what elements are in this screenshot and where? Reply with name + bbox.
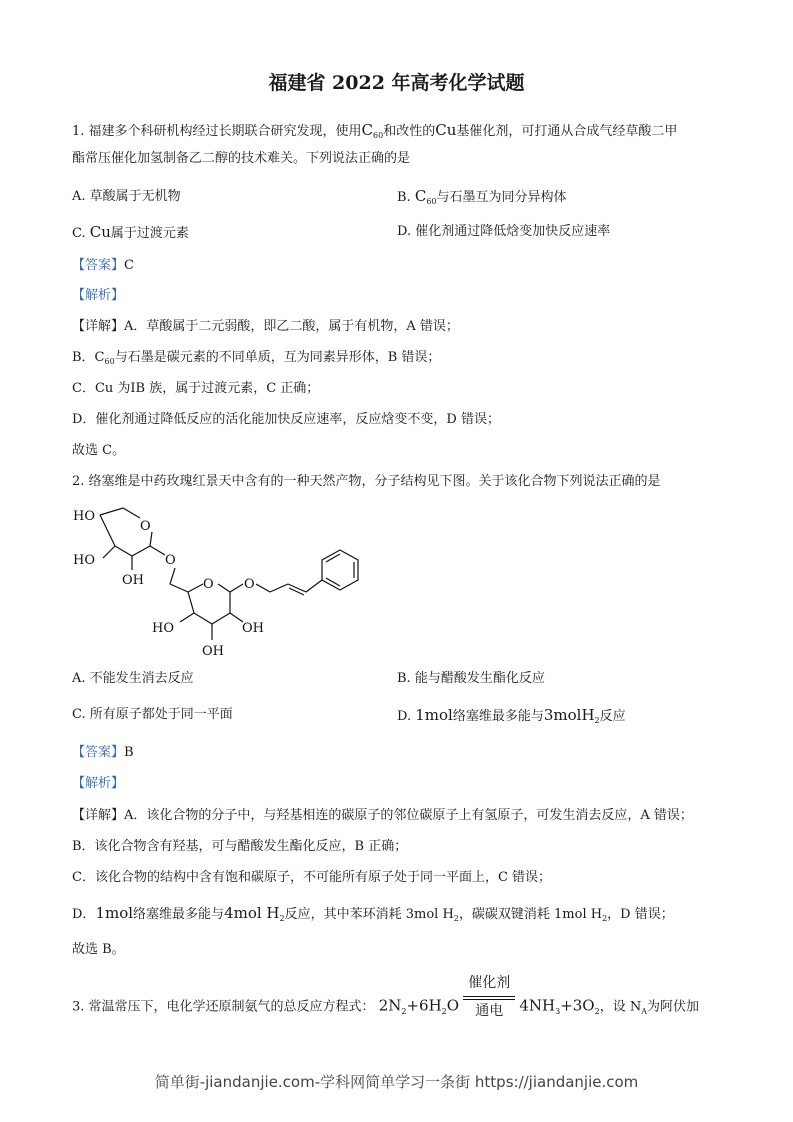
- q1-stem-text-b: 和改性的: [383, 124, 436, 139]
- h2-subscript: 2: [594, 716, 600, 725]
- equation-term: +6H: [406, 996, 442, 1015]
- q2-conclusion: 故选 B。: [72, 942, 125, 957]
- cu-symbol: Cu: [89, 223, 111, 241]
- q1-option-d: D. 催化剂通过降低焓变加快反应速率: [397, 224, 611, 239]
- oh-label: OH: [242, 621, 264, 636]
- ho-label: HO: [73, 553, 95, 568]
- equation-subscript: 2: [594, 1006, 600, 1016]
- ring-oxygen-label: O: [203, 577, 214, 592]
- q1-option-c: [72, 224, 189, 242]
- equation-subscript: 2: [441, 1006, 447, 1016]
- q2-option-d: [397, 707, 626, 726]
- q1-detail-line3: C．Cu 为IB 族，属于过渡元素，C 正确；: [72, 381, 320, 396]
- c60-symbol: C: [361, 121, 374, 139]
- cu-symbol: Cu: [435, 121, 457, 139]
- page-footer: 简单街-jiandanjie.com-学科网简单学习一条街 https://jiandanjie.com: [154, 1073, 639, 1091]
- oxygen-label: O: [244, 577, 255, 592]
- detail-text: 反应，其中苯环消耗 3mol H: [284, 907, 454, 922]
- detail-text: 络塞维最多能与: [133, 907, 225, 922]
- electrolysis-label: 通电: [475, 1003, 504, 1019]
- q1-detail-line4: D．催化剂通过降低反应的活化能加快反应速率，反应焓变不变，D 错误；: [72, 412, 500, 427]
- q1-option-b: [397, 188, 567, 207]
- q2-option-d-text: 反应: [599, 709, 626, 724]
- q1-detail-line2: [72, 350, 440, 367]
- detail-text: 与石墨是碳元素的不同单质，互为同素异形体，B 错误；: [114, 350, 441, 365]
- q1-conclusion: 故选 C。: [72, 443, 126, 458]
- quantity-text: 1mol: [95, 904, 134, 922]
- c60-symbol: C: [414, 187, 427, 205]
- q1-stem-text-c: 基催化剂，可打通从合成气经草酸二甲: [456, 124, 678, 139]
- q2-option-b: B. 能与醋酸发生酯化反应: [397, 671, 545, 686]
- c60-subscript: 60: [426, 197, 437, 206]
- oh-label: OH: [202, 644, 224, 659]
- q2-detail-line1: [72, 808, 693, 824]
- page-title: 福建省 2022 年高考化学试题: [268, 72, 525, 94]
- quantity-text: 3molH: [543, 706, 595, 724]
- q1-analysis-label: 【解析】: [72, 288, 125, 303]
- detail-text: A．该化合物的分子中，与羟基相连的碳原子的邻位碳原子上有氢原子，可发生消去反应，A 错误；: [124, 808, 693, 823]
- avogadro-subscript: A: [641, 1006, 647, 1016]
- equation-term: +3O: [560, 996, 595, 1015]
- equation-term: 2N: [378, 996, 402, 1015]
- q1-option-a: A. 草酸属于无机物: [72, 189, 181, 204]
- detail-text: B．C: [72, 350, 105, 365]
- q2-detail-line4: [72, 905, 674, 924]
- detail-label: 【详解】: [72, 319, 125, 334]
- q1-option-b-letter: B.: [397, 190, 411, 205]
- q1-stem-text: 1. 福建多个科研机构经过长期联合研究发现，使用: [72, 124, 362, 139]
- q1-option-c-text: 属于过渡元素: [110, 226, 189, 241]
- oh-label: OH: [122, 573, 144, 588]
- q3-stem-text: ，设 N: [599, 999, 642, 1015]
- q2-detail-line2: B．该化合物含有羟基，可与醋酸发生酯化反应，B 正确；: [72, 839, 408, 854]
- q3-stem: [72, 975, 700, 1025]
- equation-term: 4NH: [519, 996, 556, 1015]
- h2-subscript: 2: [279, 914, 285, 923]
- detail-label: 【详解】: [72, 808, 125, 823]
- ho-label: HO: [73, 509, 95, 524]
- q1-detail-line1: [72, 319, 459, 335]
- h2-subscript: 2: [453, 914, 459, 923]
- q2-detail-line3: C．该化合物的结构中含有饱和碳原子，不可能所有原子处于同一平面上，C 错误；: [72, 870, 552, 885]
- detail-text: ，D 错误；: [607, 907, 674, 922]
- q1-option-b-text: 与石墨互为同分异构体: [436, 190, 567, 205]
- q3-stem-text: 3. 常温常压下，电化学还原制氨气的总反应方程式：: [72, 999, 375, 1015]
- answer-value: B: [124, 745, 134, 760]
- c60-subscript: 60: [373, 131, 384, 140]
- h2-subscript: 2: [602, 914, 608, 923]
- q1-option-c-letter: C.: [72, 226, 86, 241]
- q1-stem-line2: 酯常压催化加氢制备乙二醇的技术难关。下列说法正确的是: [72, 151, 411, 166]
- answer-label: 【答案】: [72, 258, 125, 273]
- q2-option-d-letter: D.: [397, 709, 412, 724]
- q2-option-d-text: 络塞维最多能与: [452, 709, 544, 724]
- detail-text: ，碳碳双键消耗 1mol H: [458, 907, 603, 922]
- c60-subscript: 60: [104, 357, 115, 366]
- answer-value: C: [124, 258, 134, 273]
- q1-stem-line1: [72, 122, 677, 141]
- q2-stem: 2. 络塞维是中药玫瑰红景天中含有的一种天然产物，分子结构见下图。关于该化合物下列说法正确的是: [72, 474, 661, 489]
- molecule-structure: [70, 500, 380, 664]
- q3-stem-text: 为阿伏加: [647, 999, 700, 1015]
- ho-label: HO: [152, 621, 174, 636]
- detail-text: D．: [72, 907, 96, 922]
- ring-oxygen-label: O: [140, 519, 151, 534]
- equals-line: [463, 996, 515, 1000]
- equation-subscript: 2: [401, 1006, 407, 1016]
- answer-label: 【答案】: [72, 745, 125, 760]
- catalyst-label: 催化剂: [468, 975, 511, 991]
- q2-option-a: A. 不能发生消去反应: [72, 671, 194, 686]
- molecule-drawing: [70, 500, 380, 660]
- detail-text: A．草酸属于二元弱酸，即乙二酸，属于有机物，A 错误；: [124, 319, 459, 334]
- q2-analysis-label: 【解析】: [72, 776, 125, 791]
- q2-answer: [72, 745, 134, 761]
- oxygen-label: O: [165, 553, 176, 568]
- q2-option-c: C. 所有原子都处于同一平面: [72, 707, 233, 722]
- quantity-text: 1mol: [415, 706, 453, 724]
- equation-subscript: 3: [555, 1006, 561, 1016]
- q1-answer: [72, 258, 134, 274]
- equation-term: O: [446, 996, 460, 1015]
- reaction-condition-arrow: [463, 975, 515, 1021]
- quantity-text: 4mol H: [224, 904, 280, 922]
